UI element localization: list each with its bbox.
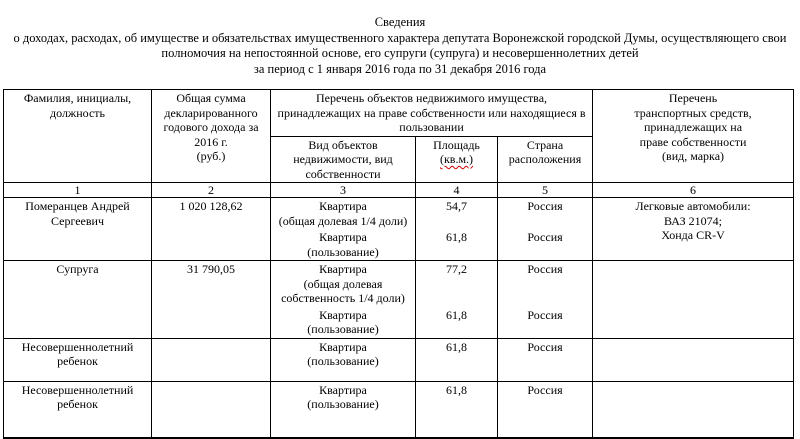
property-ownership: (пользование) [307,244,379,259]
property-type: Квартира [319,199,367,213]
header-property-type: Вид объектов недвижимости, вид собственности [271,136,416,183]
property-ownership: (пользование) [307,354,379,368]
header-name: Фамилия, инициалы, должность [4,90,152,183]
header-income: Общая сумма декларированного годового дохода за 2016 г. (руб.) [152,90,271,183]
column-numbers-row [4,183,794,198]
cell-property [271,198,416,230]
property-type: Квартира [319,382,367,397]
cell-area: 61,8 [416,381,498,438]
column-number-3: 3 [271,183,416,198]
header-area: Площадь (кв.м.) [416,136,498,183]
cell-property [271,307,416,339]
cell-income [152,338,271,381]
cell-income: 1 020 128,62 [152,198,271,261]
cell-name: Несовершеннолетний ребенок [4,381,152,438]
property-ownership: (общая долевая 1/4 доли) [278,213,408,228]
cell-transport [593,338,794,381]
transport-line: Хонда CR-V [661,228,725,242]
area-units-spellcheck: (кв.м.) [439,152,474,166]
cell-country: Россия [498,307,593,339]
title-line-3: полномочия на непостоянной основе, его супруги (супруга) и несовершеннолетних детей [161,46,639,60]
property-ownership: (пользование) [307,397,379,411]
table-row-person-4 [4,381,794,438]
cell-area: 61,8 [416,307,498,339]
column-number-5: 5 [498,183,593,198]
header-country: Страна расположения [498,136,593,183]
cell-area: 54,7 [416,198,498,230]
header-transport: Перечень транспортных средств, принадлежащих на праве собственности (вид, марка) [593,90,794,183]
title-line-2: о доходах, расходах, об имуществе и обязательствах имущественного характера депутата Воронежской городской Думы, осуществляющего свои [13,30,787,45]
cell-transport [593,198,794,261]
transport-line: ВАЗ 21074; [664,213,723,228]
cell-property [271,381,416,438]
cell-country: Россия [498,261,593,307]
cell-property [271,338,416,381]
property-type: Квартира [319,307,367,322]
property-type: Квартира [319,262,367,276]
column-number-2: 2 [152,183,271,198]
transport-line: Легковые автомобили: [635,199,751,213]
cell-country: Россия [498,338,593,381]
cell-country: Россия [498,381,593,438]
cell-area: 61,8 [416,338,498,381]
column-number-1: 1 [4,183,152,198]
title-line-1: Сведения [374,15,426,29]
cell-area: 61,8 [416,229,498,261]
cell-transport [593,261,794,339]
cell-income: 31 790,05 [152,261,271,339]
title-line-4: за период с 1 января 2016 года по 31 декабря 2016 года [253,61,547,76]
cell-name: Супруга [4,261,152,339]
declaration-table [3,89,794,439]
header-row-main [4,90,794,137]
cell-income [152,381,271,438]
table-row-person-2 [4,261,794,307]
table-row-person-3 [4,338,794,381]
column-number-4: 4 [416,183,498,198]
cell-property [271,261,416,307]
property-ownership: (общая долевая собственность 1/4 доли) [281,276,405,305]
header-property-group: Перечень объектов недвижимого имущества, принадлежащих на праве собственности или находящиеся в пользовании [271,90,593,137]
cell-area: 77,2 [416,261,498,307]
cell-name: Померанцев Андрей Сергеевич [4,198,152,261]
table-row-person-1 [4,198,794,230]
property-type: Квартира [319,339,367,354]
property-ownership: (пользование) [307,322,379,336]
cell-property [271,229,416,261]
document-title [0,0,800,77]
column-number-6: 6 [593,183,794,198]
cell-name: Несовершеннолетний ребенок [4,338,152,381]
property-type: Квартира [319,230,367,244]
cell-country: Россия [498,198,593,230]
cell-transport [593,381,794,438]
cell-country: Россия [498,229,593,261]
